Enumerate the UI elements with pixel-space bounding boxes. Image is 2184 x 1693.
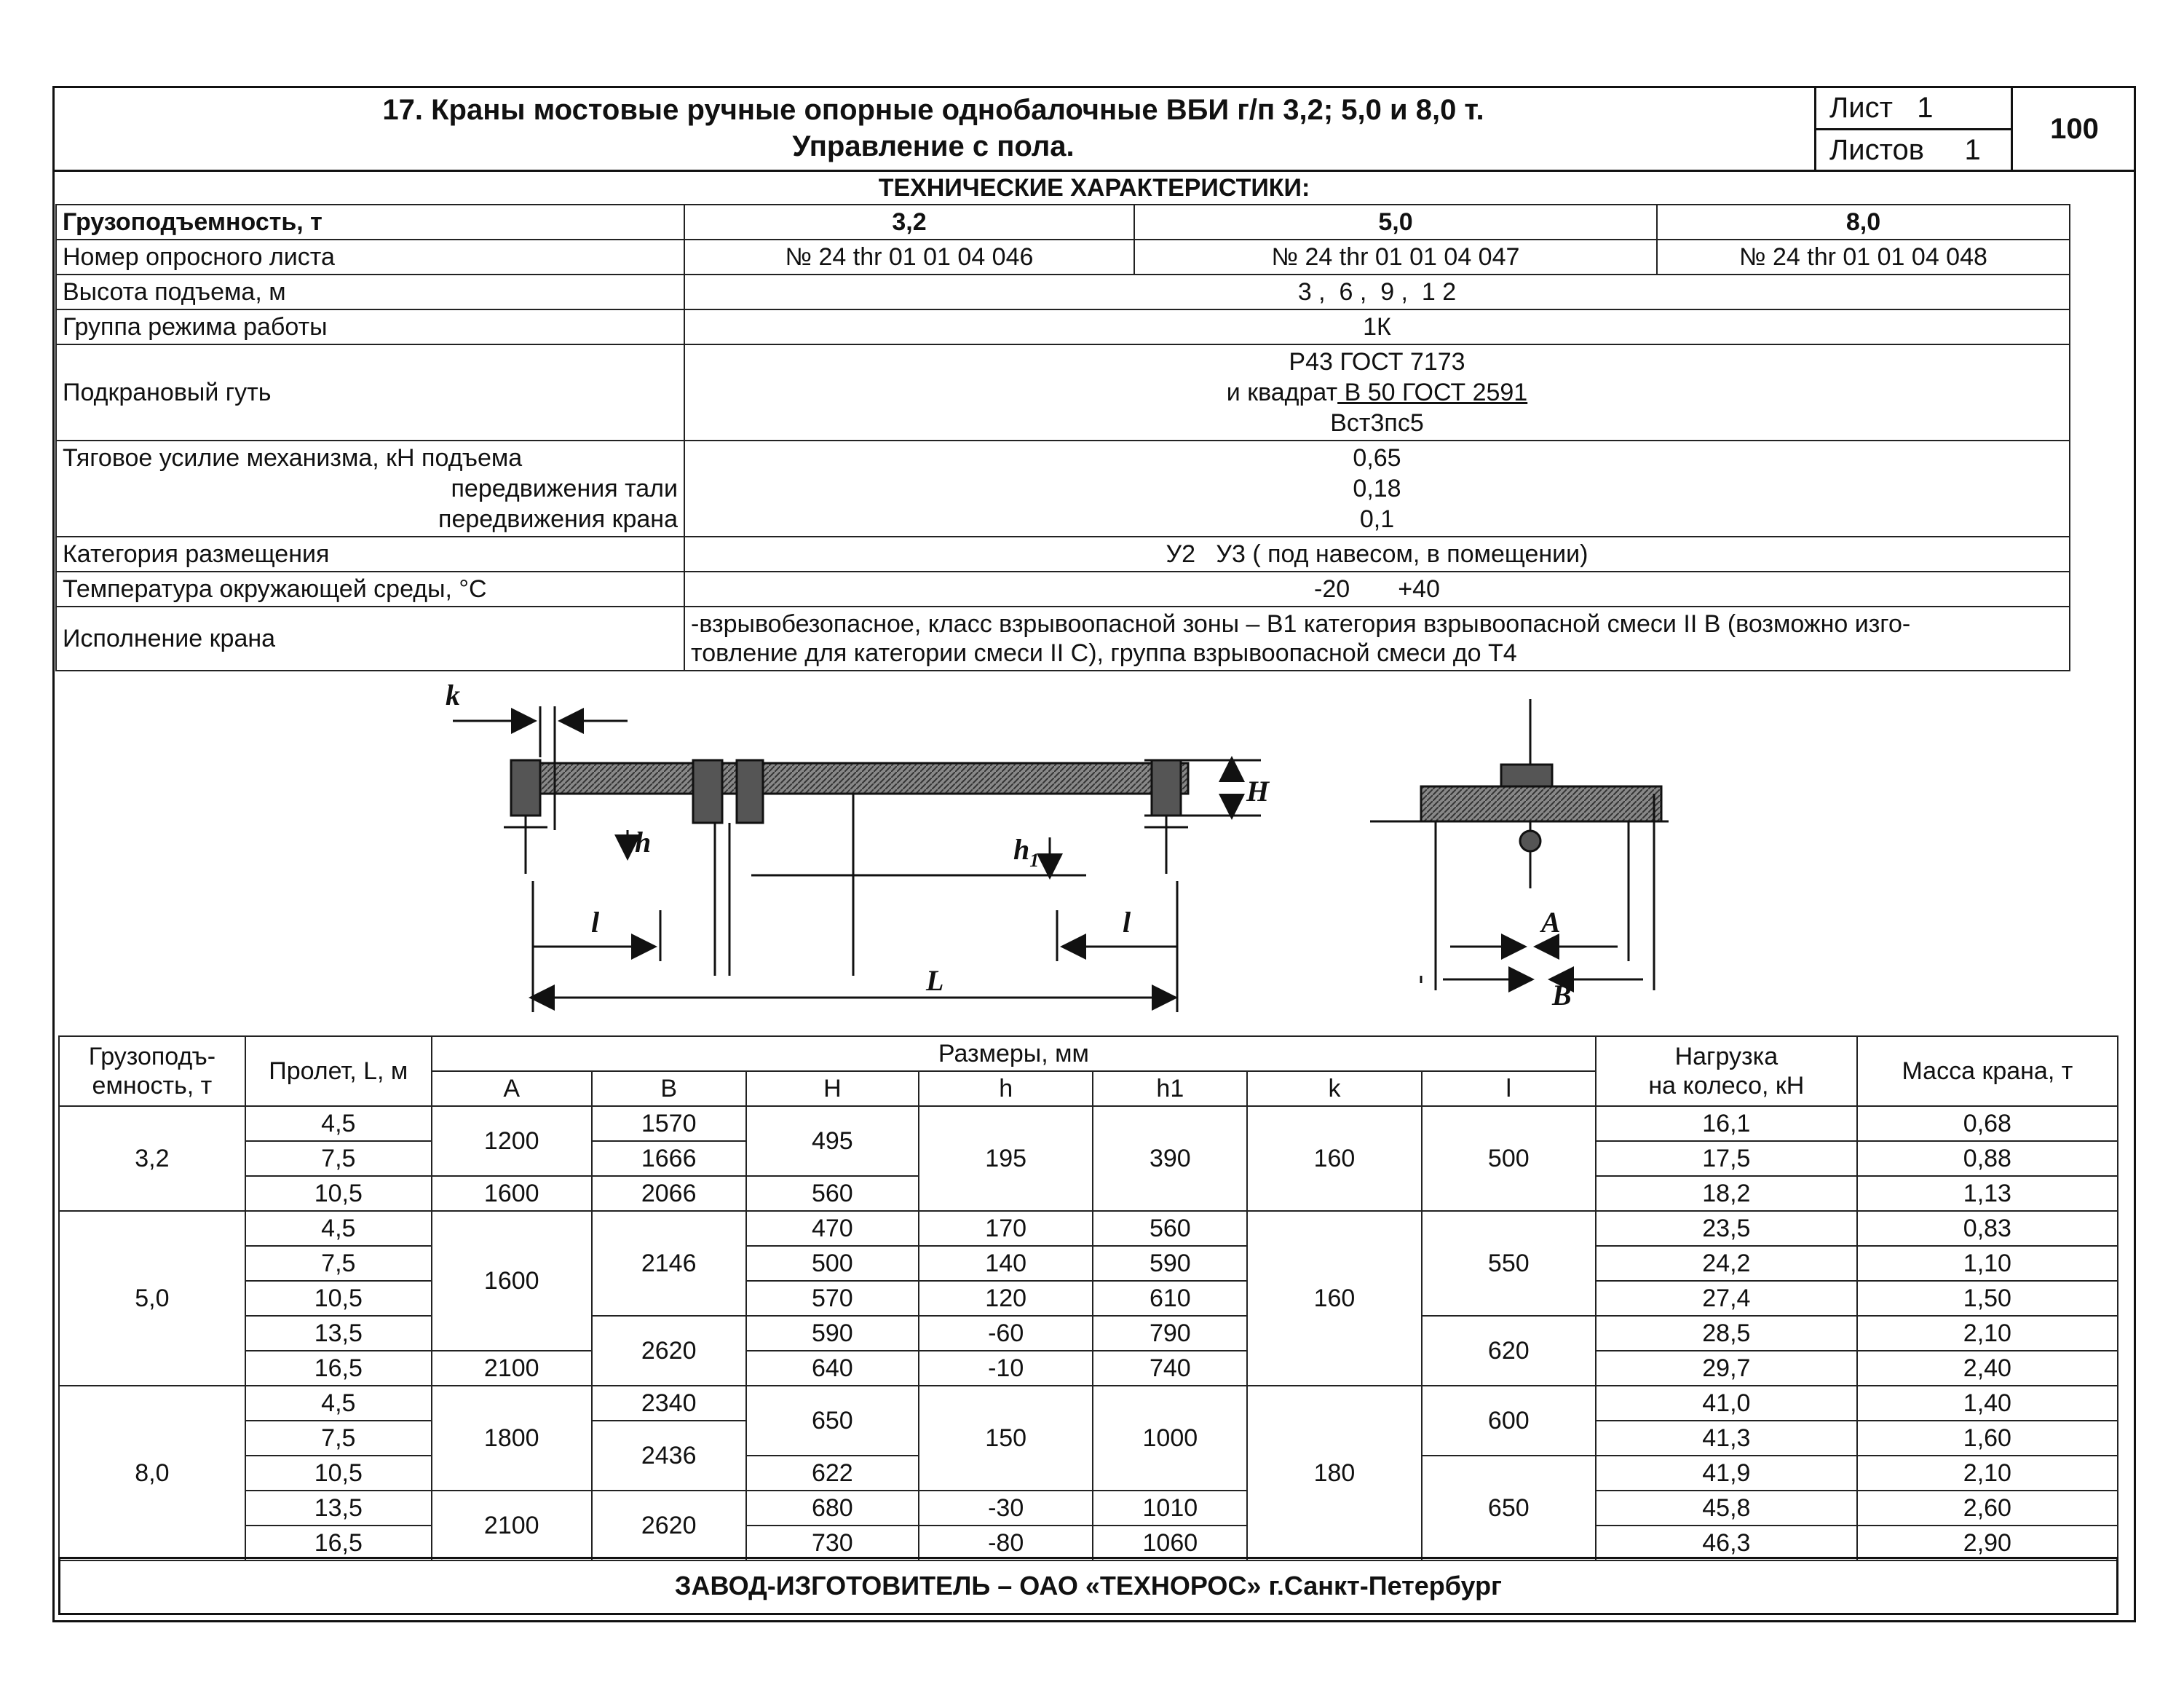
drawing-label-l-left: l [591, 906, 600, 939]
sheet-number [1829, 90, 1934, 125]
mass-cell: 1,40 [1857, 1386, 2118, 1421]
hh-cell: 470 [746, 1211, 919, 1246]
mass-cell: 2,10 [1857, 1456, 2118, 1491]
span-cell: 10,5 [245, 1176, 432, 1211]
a-cell: 1800 [432, 1386, 592, 1491]
drawing-label-h1-sub: 1 [1029, 850, 1040, 871]
rail-line-2-standard: В 50 ГОСТ 2591 [1337, 379, 1528, 406]
col-l: l [1422, 1071, 1596, 1106]
h1-cell: 790 [1093, 1316, 1247, 1351]
hh-cell: 640 [746, 1351, 919, 1386]
col-span: Пролет, L, м [245, 1036, 432, 1106]
h-cell: -10 [919, 1351, 1093, 1386]
h1-cell: 390 [1093, 1106, 1247, 1211]
span-cell: 13,5 [245, 1491, 432, 1526]
h1-cell: 1010 [1093, 1491, 1247, 1526]
execution-line-2: товление для категории смеси II С), группа взрывоопасной смеси до Т4 [691, 639, 1517, 667]
table-row [56, 572, 2070, 607]
traction-crane-label: передвижения крана [438, 505, 678, 533]
load-cell: 24,2 [1596, 1246, 1857, 1281]
placement-value: У2 У3 ( под навесом, в помещении) [684, 537, 2070, 572]
rail-label: Подкрановый гуть [56, 344, 684, 441]
execution-label: Исполнение крана [56, 607, 684, 671]
b-cell: 2340 [592, 1386, 746, 1421]
table-row [59, 1386, 2118, 1421]
table-row [56, 607, 2070, 671]
duty-group-label: Группа режима работы [56, 309, 684, 344]
h-cell: -30 [919, 1491, 1093, 1526]
capacity-3-2: 3,2 [684, 205, 1134, 240]
front-view [453, 706, 1261, 1012]
b-cell: 1570 [592, 1106, 746, 1141]
col-capacity: Грузоподъ- емность, т [59, 1036, 245, 1106]
specs-table [55, 204, 2070, 671]
col-sizes: Размеры, мм [432, 1036, 1596, 1071]
load-cell: 41,3 [1596, 1421, 1857, 1456]
questionnaire-5-0: № 24 thr 01 01 04 047 [1134, 240, 1657, 275]
span-cell: 4,5 [245, 1386, 432, 1421]
mass-cell: 0,88 [1857, 1141, 2118, 1176]
hh-cell: 680 [746, 1491, 919, 1526]
execution-line-1: -взрывобезопасное, класс взрывоопасной зоны – В1 категория взрывоопасной смеси II В (возможно изго- [691, 610, 1911, 638]
duty-group-value: 1К [684, 309, 2070, 344]
l-cell: 500 [1422, 1106, 1596, 1211]
table-row [59, 1281, 2118, 1316]
temperature-label: Температура окружающей среды, °С [56, 572, 684, 607]
span-cell: 16,5 [245, 1351, 432, 1386]
table-row [56, 537, 2070, 572]
h-cell: 120 [919, 1281, 1093, 1316]
h-cell: 140 [919, 1246, 1093, 1281]
h1-cell: 740 [1093, 1351, 1247, 1386]
h-cell: -80 [919, 1526, 1093, 1560]
span-cell: 13,5 [245, 1316, 432, 1351]
rail-line-2-prefix: и квадрат [1226, 379, 1338, 406]
load-cell: 16,1 [1596, 1106, 1857, 1141]
title-line-2: Управление с пола. [792, 130, 1075, 162]
load-cell: 46,3 [1596, 1526, 1857, 1560]
drawing-label-k: k [446, 684, 460, 711]
drawing-label-B: B [1552, 979, 1572, 1011]
rail-line-2 [691, 377, 2063, 408]
drawing-label-h: h [635, 826, 652, 859]
execution-value [684, 607, 2070, 671]
mass-cell: 1,13 [1857, 1176, 2118, 1211]
l-cell: 550 [1422, 1211, 1596, 1316]
k-cell: 160 [1247, 1106, 1421, 1211]
h1-cell: 560 [1093, 1211, 1247, 1246]
mass-cell: 1,10 [1857, 1246, 2118, 1281]
capacity-label: Грузоподъемность, т [56, 205, 684, 240]
table-row [56, 240, 2070, 275]
hh-cell: 622 [746, 1456, 919, 1491]
col-H: H [746, 1071, 919, 1106]
load-cell: 28,5 [1596, 1316, 1857, 1351]
mass-cell: 0,83 [1857, 1211, 2118, 1246]
table-row [59, 1526, 2118, 1560]
col-k: k [1247, 1071, 1421, 1106]
sheet-label: Лист [1829, 92, 1893, 124]
h1-cell: 590 [1093, 1246, 1247, 1281]
header-title [52, 86, 1814, 172]
group-capacity-5-0: 5,0 [59, 1211, 245, 1386]
capacity-5-0: 5,0 [1134, 205, 1657, 240]
span-cell: 4,5 [245, 1106, 432, 1141]
traction-hoist-label: передвижения тали [451, 475, 678, 502]
b-cell: 1666 [592, 1141, 746, 1176]
a-cell: 2100 [432, 1491, 592, 1560]
group-capacity-3-2: 3,2 [59, 1106, 245, 1211]
table-row [56, 205, 2070, 240]
a-cell: 2100 [432, 1351, 592, 1386]
drawing-label-L: L [926, 964, 944, 997]
mass-cell: 0,68 [1857, 1106, 2118, 1141]
h1-cell: 1000 [1093, 1386, 1247, 1491]
sheets-value: 1 [1964, 134, 1981, 166]
specs-title: ТЕХНИЧЕСКИЕ ХАРАКТЕРИСТИКИ: [878, 174, 1310, 202]
table-row [56, 309, 2070, 344]
load-cell: 41,9 [1596, 1456, 1857, 1491]
table-row [59, 1211, 2118, 1246]
k-cell: 180 [1247, 1386, 1421, 1560]
col-h1: h1 [1093, 1071, 1247, 1106]
hh-cell: 500 [746, 1246, 919, 1281]
traction-lift-label: Тяговое усилие механизма, кН подъема [63, 444, 523, 472]
traction-values [684, 441, 2070, 537]
b-cell: 2436 [592, 1421, 746, 1491]
span-cell: 16,5 [245, 1526, 432, 1560]
load-cell: 17,5 [1596, 1141, 1857, 1176]
hh-cell: 590 [746, 1316, 919, 1351]
h-cell: -60 [919, 1316, 1093, 1351]
load-cell: 41,0 [1596, 1386, 1857, 1421]
table-row [59, 1246, 2118, 1281]
questionnaire-label: Номер опросного листа [56, 240, 684, 275]
drawing-label-h1-main: h [1013, 833, 1030, 866]
load-cell: 29,7 [1596, 1351, 1857, 1386]
questionnaire-8-0: № 24 thr 01 01 04 048 [1657, 240, 2070, 275]
group-capacity-8-0: 8,0 [59, 1386, 245, 1560]
col-B: B [592, 1071, 746, 1106]
col-wheel-load: Нагрузка на колесо, кН [1596, 1036, 1857, 1106]
mass-cell: 2,10 [1857, 1316, 2118, 1351]
side-view [1370, 699, 1669, 990]
mass-cell: 1,50 [1857, 1281, 2118, 1316]
span-cell: 4,5 [245, 1211, 432, 1246]
b-cell: 2066 [592, 1176, 746, 1211]
load-cell: 23,5 [1596, 1211, 1857, 1246]
hh-cell: 730 [746, 1526, 919, 1560]
span-cell: 7,5 [245, 1246, 432, 1281]
span-cell: 7,5 [245, 1421, 432, 1456]
crane-drawing [52, 684, 2136, 1034]
l-cell: 650 [1422, 1456, 1596, 1560]
lift-height-label: Высота подъема, м [56, 275, 684, 309]
span-cell: 7,5 [245, 1141, 432, 1176]
sheets-label: Листов [1829, 134, 1924, 166]
table-row [59, 1106, 2118, 1141]
l-cell: 620 [1422, 1316, 1596, 1386]
a-cell: 1200 [432, 1106, 592, 1176]
l-cell: 600 [1422, 1386, 1596, 1456]
manufacturer-footer: ЗАВОД-ИЗГОТОВИТЕЛЬ – ОАО «ТЕХНОРОС» г.Санкт-Петербург [58, 1557, 2118, 1615]
k-cell: 160 [1247, 1211, 1421, 1386]
table-header-row [59, 1036, 2118, 1071]
sheet-value: 1 [1917, 92, 1934, 124]
hh-cell: 650 [746, 1386, 919, 1456]
sheets-count [1829, 133, 1981, 167]
table-row [56, 344, 2070, 441]
drawing-label-l-right: l [1123, 906, 1131, 939]
mass-cell: 2,40 [1857, 1351, 2118, 1386]
placement-label: Категория размещения [56, 537, 684, 572]
h-cell: 170 [919, 1211, 1093, 1246]
h1-cell: 610 [1093, 1281, 1247, 1316]
capacity-8-0: 8,0 [1657, 205, 2070, 240]
col-mass: Масса крана, т [1857, 1036, 2118, 1106]
h1-cell: 1060 [1093, 1526, 1247, 1560]
table-row [59, 1316, 2118, 1351]
traction-lift-value: 0,65 [1353, 444, 1401, 472]
temperature-value: -20 +40 [684, 572, 2070, 607]
hh-cell: 560 [746, 1176, 919, 1211]
col-h: h [919, 1071, 1093, 1106]
traction-crane-value: 0,1 [1359, 505, 1395, 533]
sheet-box [1814, 86, 2011, 172]
load-cell: 27,4 [1596, 1281, 1857, 1316]
rail-value [684, 344, 2070, 441]
load-cell: 18,2 [1596, 1176, 1857, 1211]
col-A: A [432, 1071, 592, 1106]
a-cell: 1600 [432, 1211, 592, 1351]
questionnaire-3-2: № 24 thr 01 01 04 046 [684, 240, 1134, 275]
mass-cell: 1,60 [1857, 1421, 2118, 1456]
span-cell: 10,5 [245, 1456, 432, 1491]
a-cell: 1600 [432, 1176, 592, 1211]
lift-height-value: 3 , 6 , 9 , 1 2 [684, 275, 2070, 309]
span-cell: 10,5 [245, 1281, 432, 1316]
drawing-label-h1 [1013, 833, 1039, 871]
mass-cell: 2,90 [1857, 1526, 2118, 1560]
rail-line-3: Вст3пс5 [1330, 409, 1424, 437]
b-cell: 2620 [592, 1491, 746, 1560]
table-row [59, 1351, 2118, 1386]
dimensions-table [58, 1035, 2118, 1561]
mass-cell: 2,60 [1857, 1491, 2118, 1526]
hh-cell: 570 [746, 1281, 919, 1316]
table-row [56, 275, 2070, 309]
table-row [59, 1491, 2118, 1526]
b-cell: 2620 [592, 1316, 746, 1386]
rail-line-1: Р43 ГОСТ 7173 [1289, 348, 1465, 376]
hh-cell: 495 [746, 1106, 919, 1176]
drawing-label-H: H [1246, 775, 1270, 808]
title-line-1: 17. Краны мостовые ручные опорные однобалочные ВБИ г/п 3,2; 5,0 и 8,0 т. [382, 94, 1484, 126]
h-cell: 150 [919, 1386, 1093, 1491]
table-row [56, 441, 2070, 537]
traction-label [56, 441, 684, 537]
load-cell: 45,8 [1596, 1491, 1857, 1526]
b-cell: 2146 [592, 1211, 746, 1316]
page-number: 100 [2011, 86, 2136, 172]
drawing-label-A: A [1541, 906, 1561, 939]
traction-hoist-value: 0,18 [1353, 475, 1401, 502]
h-cell: 195 [919, 1106, 1093, 1211]
